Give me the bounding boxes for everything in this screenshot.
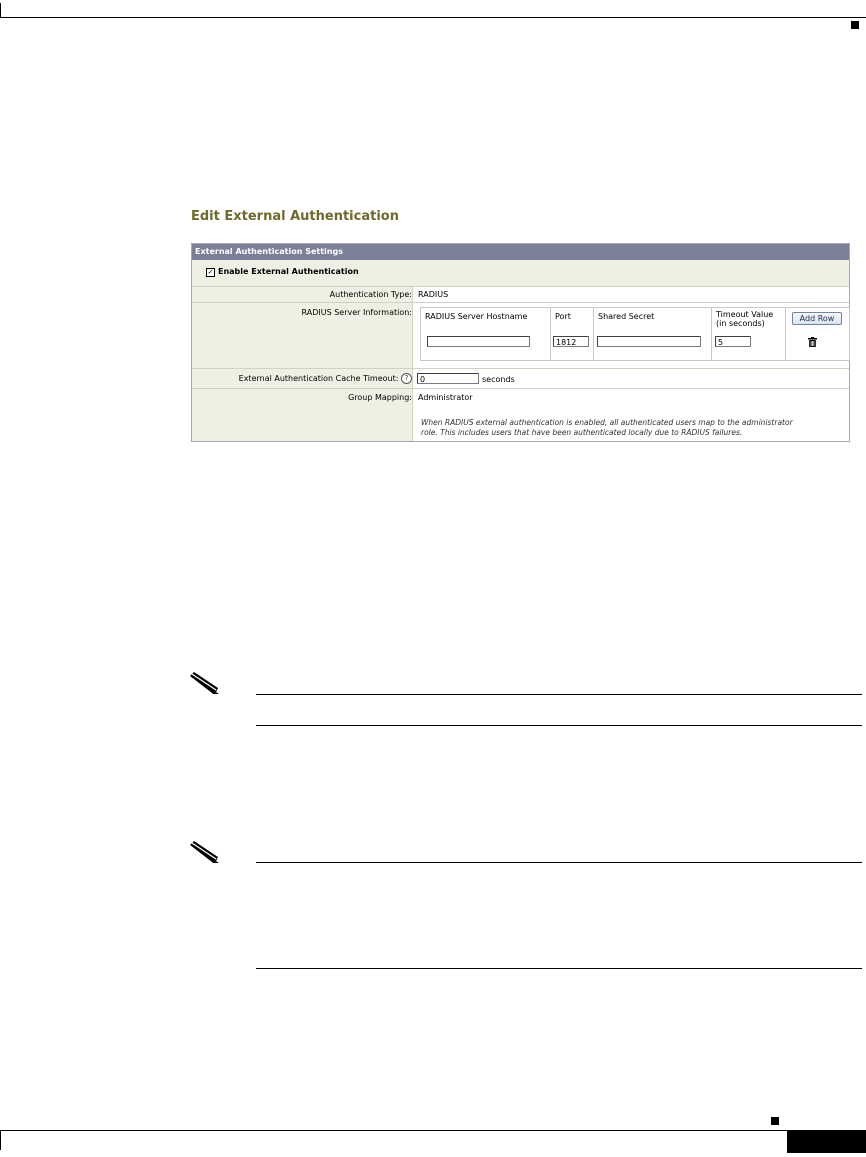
trash-icon[interactable] [808, 337, 817, 347]
page-top-marker [851, 21, 859, 29]
timeout-header-line1: Timeout Value [716, 310, 774, 319]
note-bottom-rule [256, 725, 862, 726]
auth-type-value: RADIUS [418, 290, 449, 299]
radius-server-table [420, 307, 850, 361]
add-row-button[interactable]: Add Row [792, 312, 842, 325]
hostname-header: RADIUS Server Hostname [425, 312, 528, 321]
radius-hostname-input[interactable] [427, 336, 530, 347]
radius-secret-input[interactable] [597, 336, 701, 347]
secret-column [594, 308, 712, 360]
actions-column [786, 308, 848, 360]
enable-row [192, 260, 849, 287]
radius-server-label: RADIUS Server Information: [301, 308, 412, 317]
radius-port-input[interactable]: 1812 [553, 336, 589, 347]
radius-server-row [192, 303, 849, 369]
secret-header: Shared Secret [598, 312, 655, 321]
radius-server-cell [412, 303, 849, 368]
external-auth-settings-panel [191, 243, 850, 442]
page-top-tick [0, 3, 1, 18]
note-bottom-rule [256, 968, 862, 969]
cache-timeout-cell [412, 369, 849, 388]
port-header: Port [555, 312, 571, 321]
page-title: Edit External Authentication [191, 209, 399, 224]
settings-header: External Authentication Settings [192, 244, 849, 260]
group-mapping-row [192, 389, 849, 441]
cache-timeout-row [192, 369, 849, 389]
timeout-header-line2: (in seconds) [716, 319, 765, 328]
page-bottom-rule [0, 1130, 866, 1131]
pencil-icon [186, 672, 224, 694]
note-top-rule [256, 862, 862, 863]
hostname-column [421, 308, 551, 360]
timeout-column [712, 308, 786, 360]
auth-type-cell [412, 287, 849, 302]
enable-external-auth-checkbox[interactable]: ✓ [207, 268, 214, 276]
group-mapping-cell [412, 389, 849, 441]
cache-timeout-input[interactable]: 0 [417, 373, 479, 384]
group-mapping-value: Administrator [418, 393, 473, 402]
radius-timeout-input[interactable]: 5 [715, 336, 751, 347]
cache-timeout-label: External Authentication Cache Timeout: [238, 374, 399, 383]
group-mapping-note-line2: role. This includes users that have been authenticated locally due to RADIUS failures. [421, 428, 743, 437]
pencil-icon [186, 841, 224, 863]
group-mapping-note [421, 418, 851, 438]
page-bottom-marker [771, 1117, 779, 1125]
page-top-rule [0, 17, 866, 18]
cache-timeout-unit: seconds [482, 375, 515, 384]
auth-type-row [192, 287, 849, 303]
page-bottom-tick [0, 1130, 1, 1150]
group-mapping-label: Group Mapping: [348, 393, 412, 402]
enable-external-auth-label: Enable External Authentication [218, 267, 359, 276]
auth-type-label: Authentication Type: [329, 290, 412, 299]
help-icon[interactable]: ? [401, 373, 412, 384]
port-column [551, 308, 594, 360]
note-top-rule [256, 694, 862, 695]
cache-timeout-label-wrap [239, 373, 412, 384]
group-mapping-note-line1: When RADIUS external authentication is enabled, all authenticated users map to the administrator [421, 418, 793, 427]
page-number-block [787, 1131, 866, 1153]
